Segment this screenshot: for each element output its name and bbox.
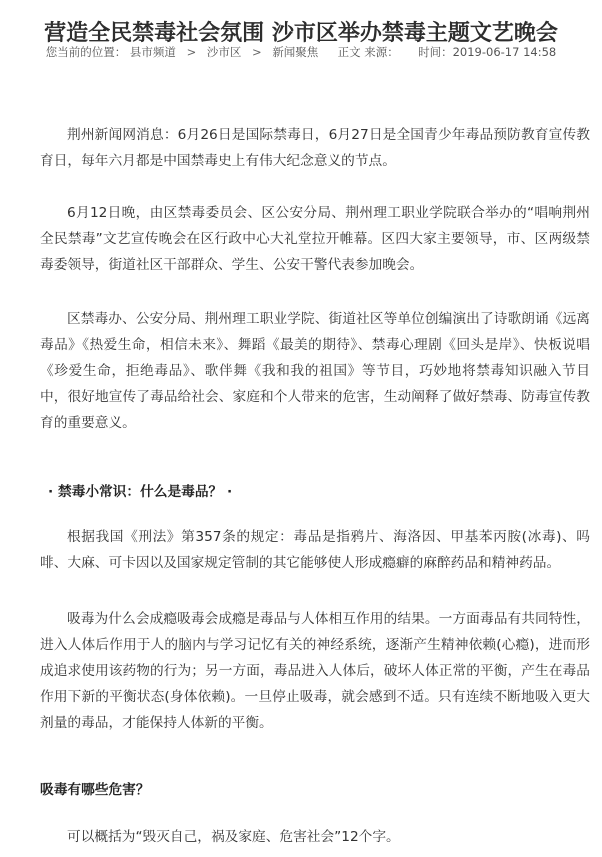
breadcrumb-item-news-focus[interactable]: 新闻聚焦 bbox=[272, 45, 319, 59]
breadcrumb-prefix: 您当前的位置 bbox=[45, 45, 115, 59]
breadcrumb bbox=[0, 44, 602, 60]
paragraph-event: 6月12日晚，由区禁毒委员会、区公安分局、荆州理工职业学院联合举办的“唱响荆州全民禁毒”文艺宣传晚会在区行政中心大礼堂拉开帷幕。区四大家主要领导，市、区两级禁毒委领导，街道社区干部群众、学生、公安干警代表参加晚会。 bbox=[40, 205, 590, 273]
breadcrumb-separator: > bbox=[252, 45, 262, 59]
subheading-harms: 吸毒有哪些危害？ bbox=[40, 782, 150, 798]
body-label: 正文 bbox=[337, 45, 361, 59]
breadcrumb-item-county-channel[interactable]: 县市频道 bbox=[129, 45, 176, 59]
article-title: 营造全民禁毒社会氛围 沙市区举办禁毒主题文艺晚会 bbox=[44, 20, 558, 46]
breadcrumb-item-shashi-district[interactable]: 沙市区 bbox=[206, 45, 242, 59]
subheading-what-is-drug: · 禁毒小常识：什么是毒品？ · bbox=[48, 484, 233, 500]
breadcrumb-separator: > bbox=[186, 45, 197, 59]
paragraph-addiction: 吸毒为什么会成瘾吸毒会成瘾是毒品与人体相互作用的结果。一方面毒品有共同特性，进入人体后作用于人的脑内与学习记忆有关的神经系统，逐渐产生精神依赖(心瘾)，进而形成追求使用该药物的行为；另一方面，毒品进入人体后，破坏人体正常的平衡，产生在毒品作用下新的平衡状态(身体依赖)。一旦停止吸毒，就会感到不适。只有连续不断地吸入更大剂量的毒品，才能保持人体新的平衡。 bbox=[40, 611, 590, 731]
source-label: 来源： bbox=[364, 45, 399, 59]
time-label: 时间： bbox=[418, 45, 453, 59]
publish-time: 2019-06-17 14:58 bbox=[452, 45, 557, 59]
paragraph-programs: 区禁毒办、公安分局、荆州理工职业学院、街道社区等单位创编演出了诗歌朗诵《远离毒品》《热爱生命，相信未来》、舞蹈《最美的期待》、禁毒心理剧《回头是岸》、快板说唱《珍爱生命，拒绝毒品》、歌伴舞《我和我的祖国》等节目，巧妙地将禁毒知识融入节目中，很好地宣传了毒品给社会、家庭和个人带来的危害，生动阐释了做好禁毒、防毒宣传教育的重要意义。 bbox=[40, 311, 590, 431]
paragraph-intro: 荆州新闻网消息：6月26日是国际禁毒日，6月27日是全国青少年毒品预防教育宣传教育日，每年六月都是中国禁毒史上有伟大纪念意义的节点。 bbox=[40, 127, 590, 169]
paragraph-definition: 根据我国《刑法》第357条的规定：毒品是指鸦片、海洛因、甲基苯丙胺(冰毒)、吗啡、大麻、可卡因以及国家规定管制的其它能够使人形成瘾癖的麻醉药品和精神药品。 bbox=[40, 529, 590, 571]
paragraph-harms-summary: 可以概括为“毁灭自己，祸及家庭、危害社会”12个字。 bbox=[67, 829, 400, 845]
breadcrumb-colon: ： bbox=[114, 45, 127, 59]
